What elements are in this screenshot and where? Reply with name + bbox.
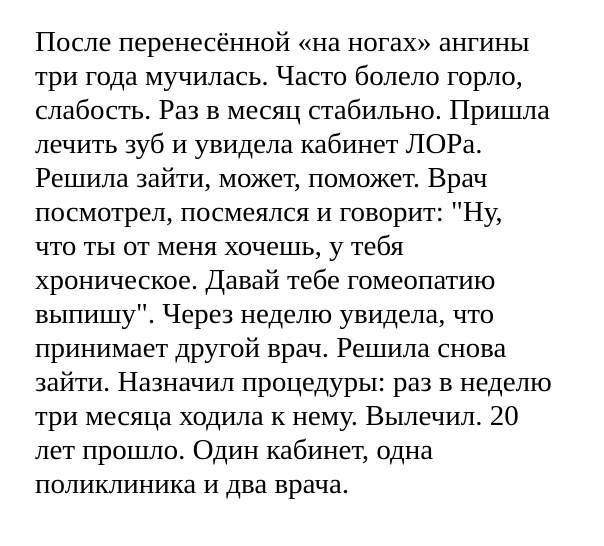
text-line: Решила зайти, может, поможет. Врач (35, 162, 488, 194)
text-line: три месяца ходила к нему. Вылечил. 20 (35, 400, 519, 432)
text-line: три года мучилась. Часто болело горло, (35, 60, 523, 92)
text-line: лет прошло. Один кабинет, одна (35, 434, 434, 466)
text-line: После перенесённой «на ногах» ангины (35, 26, 530, 58)
story-text-block (35, 25, 595, 501)
text-line: слабость. Раз в месяц стабильно. Пришла (35, 94, 550, 126)
text-line: хроническое. Давай тебе гомеопатию (35, 264, 496, 296)
text-line: лечить зуб и увидела кабинет ЛОРа. (35, 128, 483, 160)
text-line: принимает другой врач. Решила снова (35, 332, 507, 364)
text-line: выпишу". Через неделю увидела, что (35, 298, 495, 330)
text-line: поликлиника и два врача. (35, 468, 350, 500)
text-line: зайти. Назначил процедуры: раз в неделю (35, 366, 552, 398)
text-line: посмотрел, посмеялся и говорит: "Ну, (35, 196, 503, 228)
text-line: что ты от меня хочешь, у тебя (35, 230, 404, 262)
